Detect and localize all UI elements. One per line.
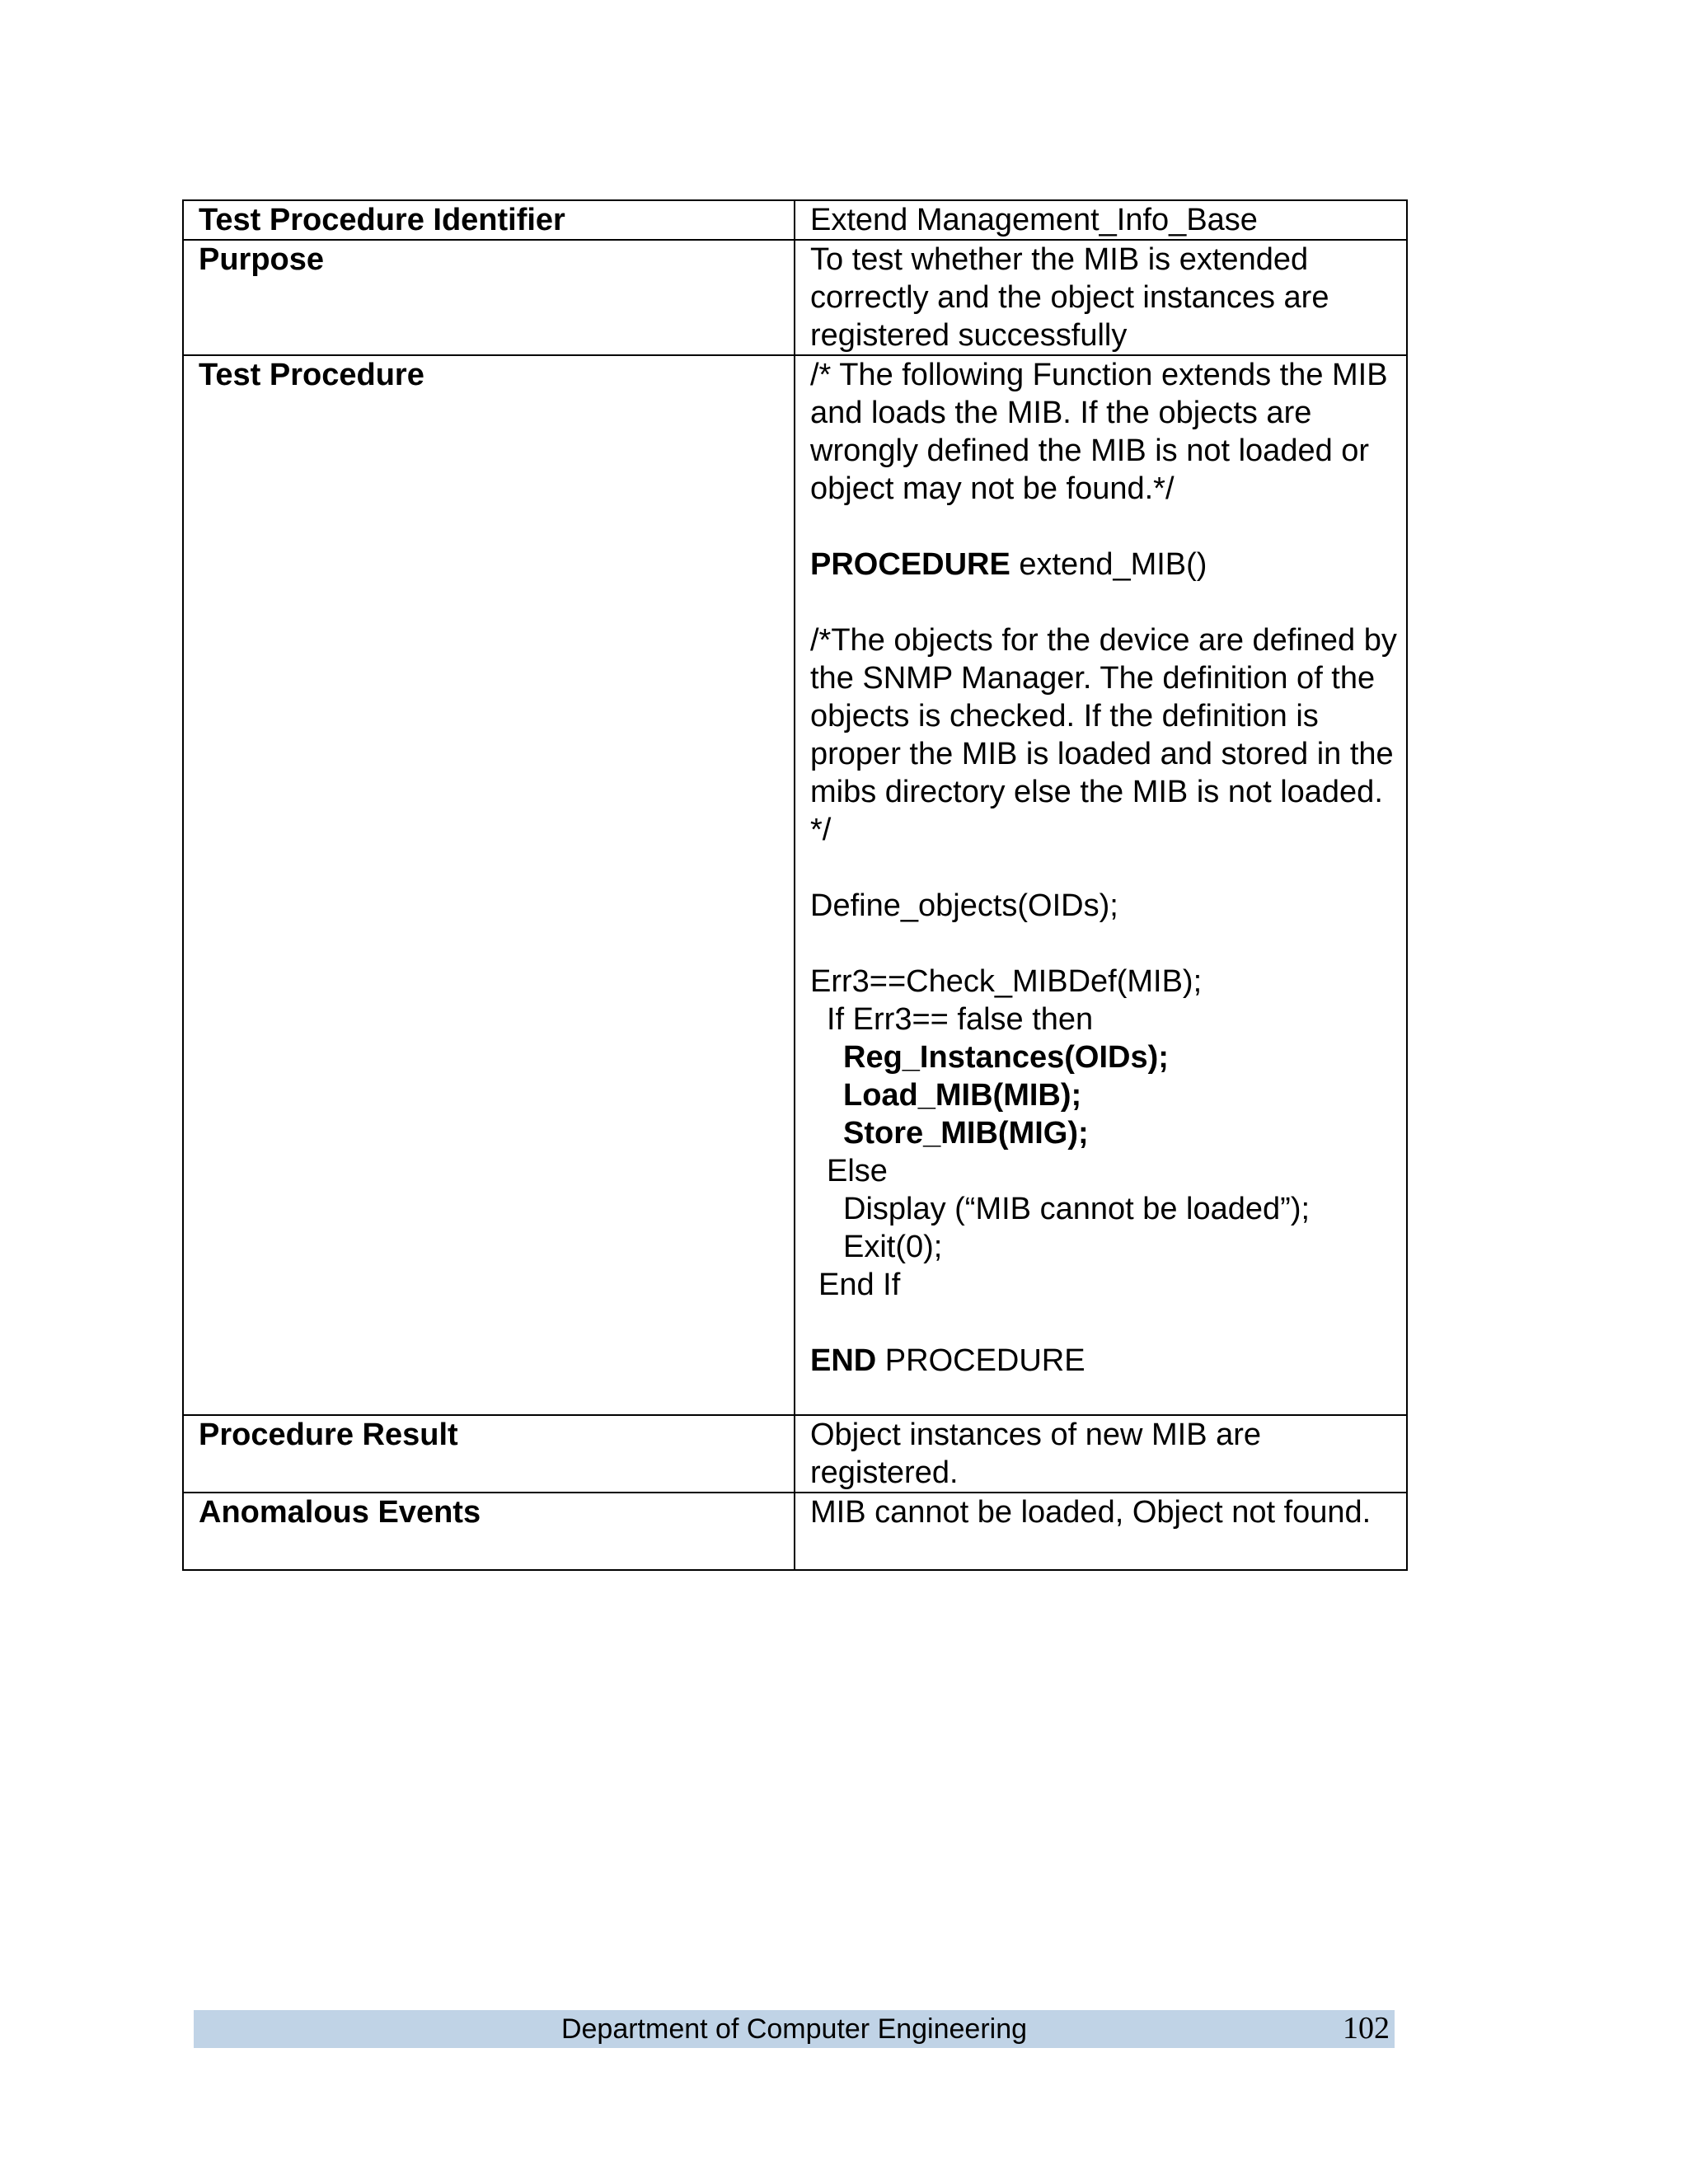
code-line: mibs directory else the MIB is not loaded. bbox=[810, 775, 1383, 809]
row-value-anomalous: MIB cannot be loaded, Object not found. bbox=[795, 1493, 1407, 1570]
row-label-purpose: Purpose bbox=[183, 240, 795, 355]
row-label-result: Procedure Result bbox=[183, 1415, 795, 1493]
procedure-header bbox=[810, 546, 1391, 583]
code-line: objects is checked. If the definition is bbox=[810, 699, 1319, 733]
code-line: Store_MIB(MIG); bbox=[843, 1116, 1089, 1151]
code-line: Reg_Instances(OIDs); bbox=[843, 1040, 1169, 1075]
procedure-code bbox=[795, 355, 1407, 1415]
table-row bbox=[183, 1415, 1407, 1493]
blank-line bbox=[810, 1304, 1391, 1342]
code-line: Load_MIB(MIB); bbox=[843, 1078, 1082, 1113]
code-line: End If bbox=[818, 1268, 901, 1302]
code-line: proper the MIB is loaded and stored in the bbox=[810, 737, 1394, 771]
code-line: Define_objects(OIDs); bbox=[810, 888, 1118, 923]
procedure-footer bbox=[810, 1342, 1391, 1380]
end-rest: PROCEDURE bbox=[876, 1343, 1085, 1378]
code-line: If Err3== false then bbox=[827, 1002, 1094, 1037]
procedure-name: extend_MIB() bbox=[1010, 547, 1207, 582]
row-label-anomalous: Anomalous Events bbox=[183, 1493, 795, 1570]
code-line: /*The objects for the device are defined by bbox=[810, 623, 1397, 658]
page-footer bbox=[194, 2010, 1395, 2048]
code-line: Exit(0); bbox=[843, 1230, 943, 1264]
page-number: 102 bbox=[1343, 2011, 1390, 2046]
code-line: Else bbox=[827, 1154, 888, 1188]
code-line: object may not be found.*/ bbox=[810, 471, 1175, 506]
table-row bbox=[183, 200, 1407, 240]
code-line: the SNMP Manager. The definition of the bbox=[810, 661, 1376, 696]
table-row bbox=[183, 1493, 1407, 1570]
footer-department: Department of Computer Engineering bbox=[560, 2013, 1028, 2045]
end-keyword: END bbox=[810, 1343, 877, 1378]
code-line: /* The following Function extends the MIB bbox=[810, 358, 1388, 392]
row-label-identifier: Test Procedure Identifier bbox=[183, 200, 795, 240]
test-procedure-table bbox=[182, 199, 1408, 1571]
blank-line bbox=[810, 508, 1391, 546]
row-label-test-procedure: Test Procedure bbox=[183, 355, 795, 1415]
procedure-keyword: PROCEDURE bbox=[810, 547, 1010, 582]
code-line: Display (“MIB cannot be loaded”); bbox=[843, 1192, 1311, 1226]
code-line: Err3==Check_MIBDef(MIB); bbox=[810, 964, 1203, 999]
row-value-identifier: Extend Management_Info_Base bbox=[795, 200, 1407, 240]
code-line: */ bbox=[810, 813, 832, 847]
table-row bbox=[183, 240, 1407, 355]
row-value-purpose: To test whether the MIB is extended correctly and the object instances are registered successfully bbox=[795, 240, 1407, 355]
blank-line bbox=[810, 583, 1391, 621]
blank-line bbox=[810, 849, 1391, 887]
table-row bbox=[183, 355, 1407, 1415]
row-value-result: Object instances of new MIB are registered. bbox=[795, 1415, 1407, 1493]
code-line: wrongly defined the MIB is not loaded or bbox=[810, 434, 1370, 468]
code-line: and loads the MIB. If the objects are bbox=[810, 396, 1312, 430]
blank-line bbox=[810, 925, 1391, 963]
